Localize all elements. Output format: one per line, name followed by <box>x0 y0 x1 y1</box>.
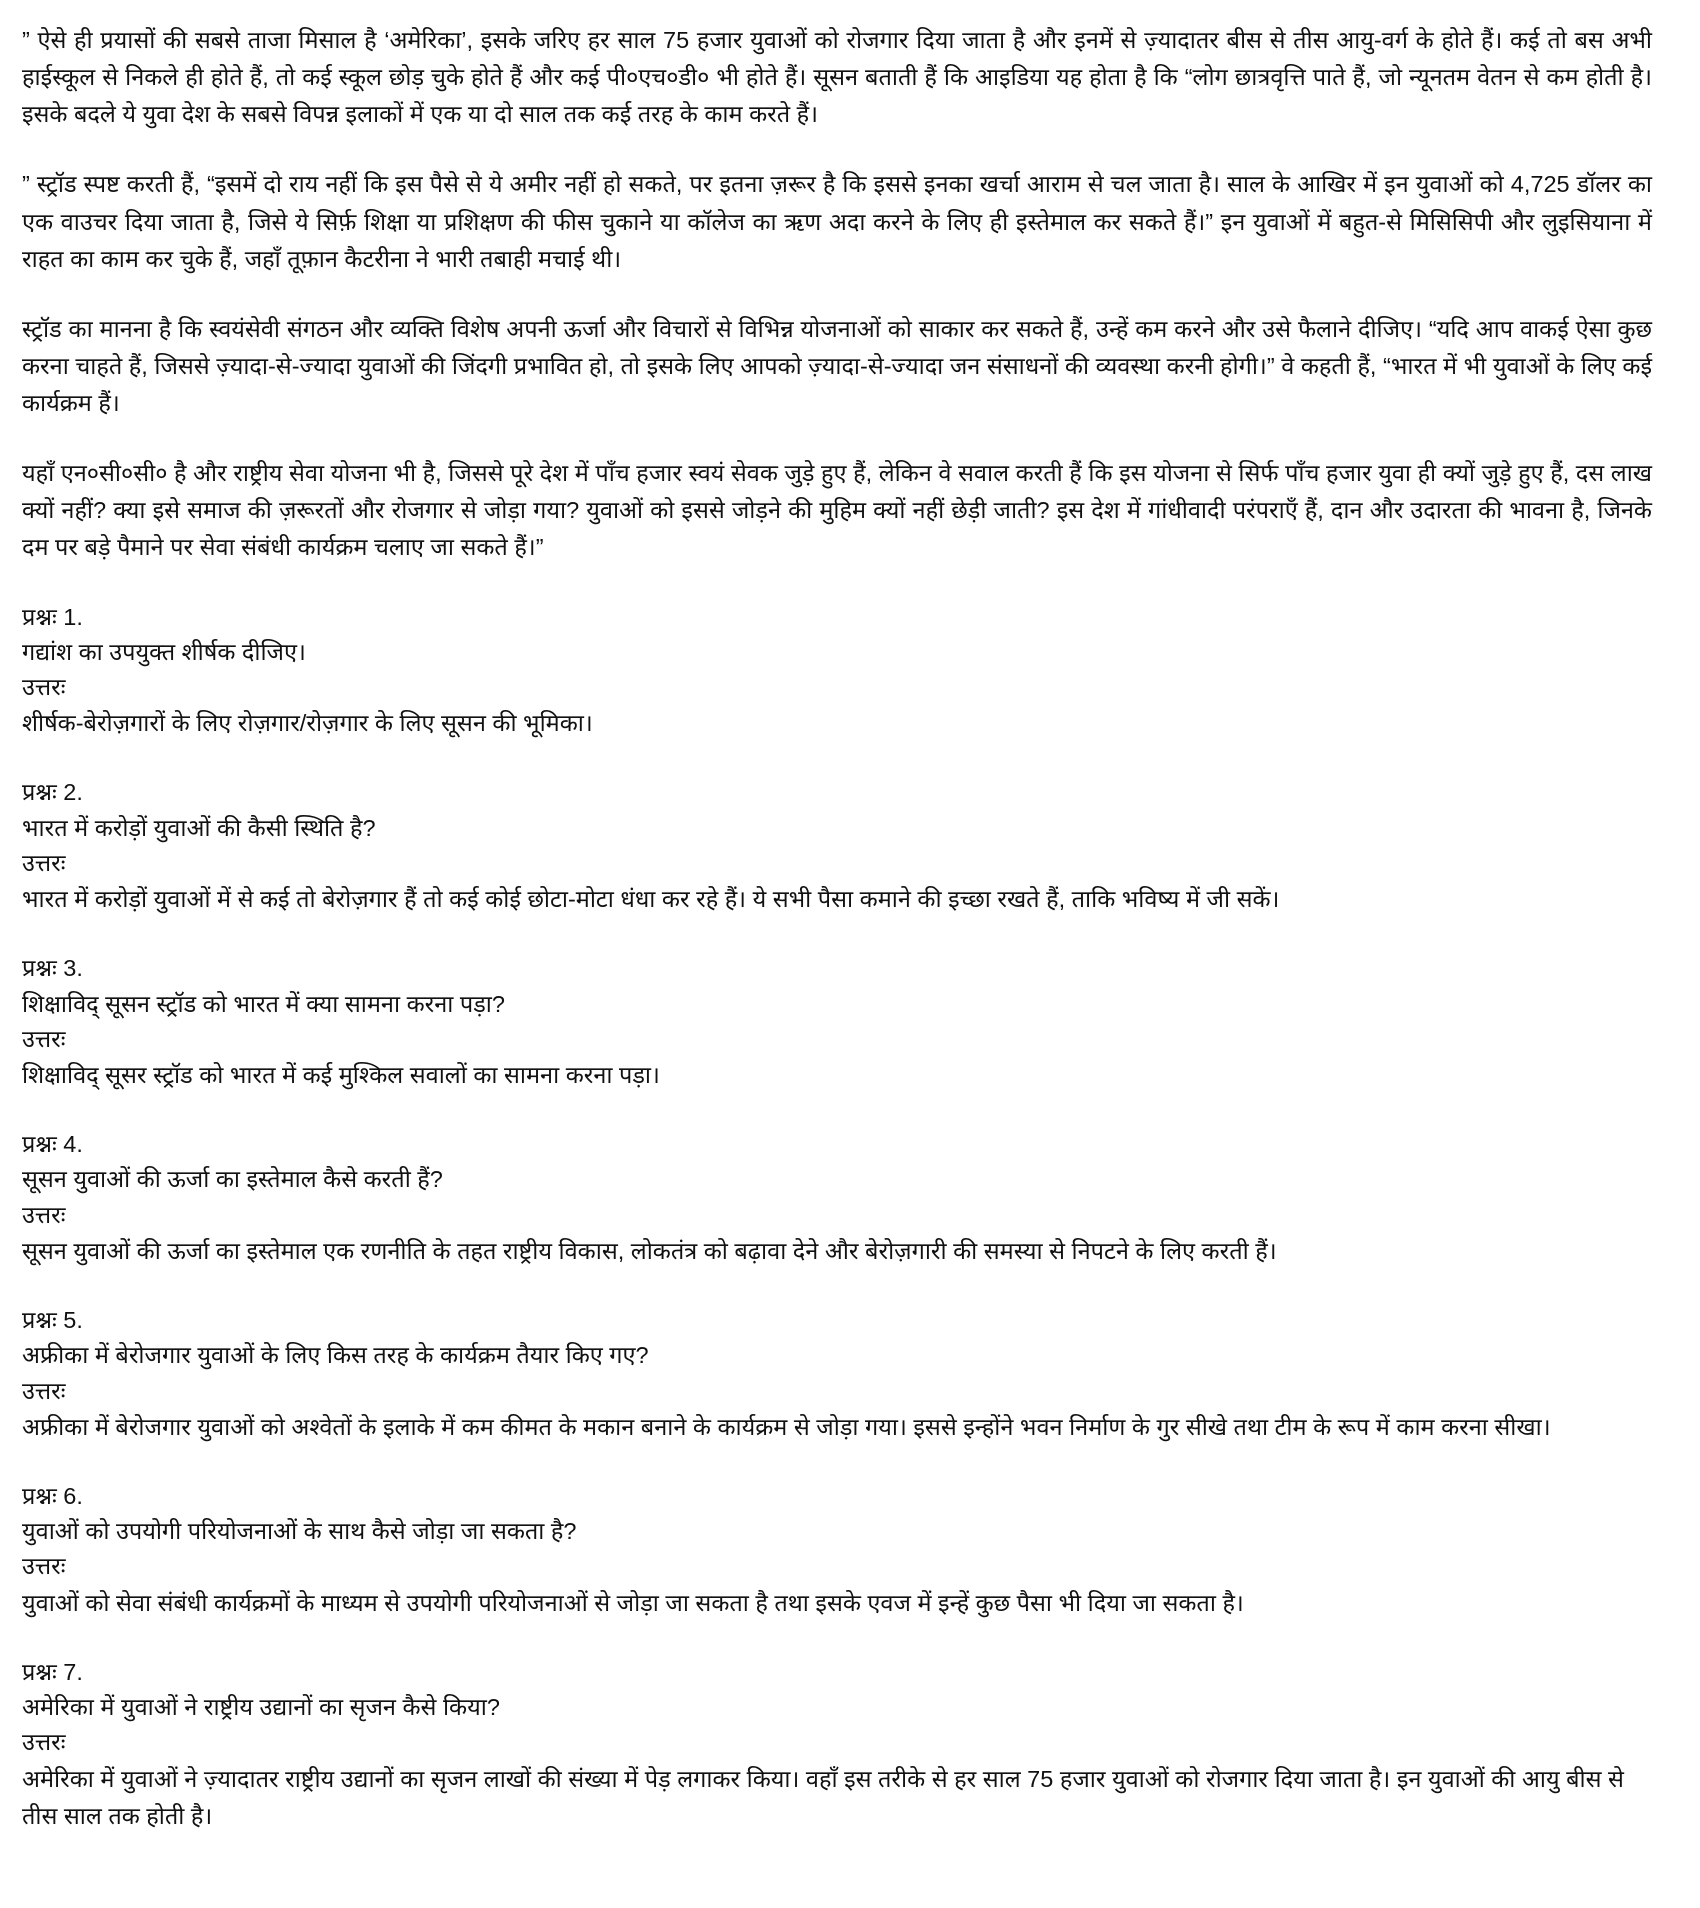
qa-item <box>22 600 1652 743</box>
answer-label: उत्तरः <box>22 849 66 876</box>
question-text: भारत में करोड़ों युवाओं की कैसी स्थिति है? <box>22 814 376 841</box>
answer-text: शीर्षक-बेरोज़गारों के लिए रोज़गार/रोज़गार के लिए सूसन की भूमिका। <box>22 710 593 737</box>
answer-text: युवाओं को सेवा संबंधी कार्यक्रमों के माध्यम से उपयोगी परियोजनाओं से जोड़ा जा सकता है तथा इसके एवज में इन्हें कुछ पैसा भी दिया जा सकता है। <box>22 1589 1244 1616</box>
question-number: प्रश्नः 3. <box>22 955 83 982</box>
qa-item <box>22 1303 1652 1446</box>
answer-label: उत्तरः <box>22 1729 66 1756</box>
question-text: युवाओं को उपयोगी परियोजनाओं के साथ कैसे जोड़ा जा सकता है? <box>22 1518 577 1545</box>
question-text: शिक्षाविद् सूसन स्ट्रॉड को भारत में क्या सामना करना पड़ा? <box>22 990 505 1017</box>
question-number: प्रश्नः 7. <box>22 1658 83 1685</box>
answer-label: उत्तरः <box>22 674 66 700</box>
question-text: गद्यांश का उपयुक्त शीर्षक दीजिए। <box>22 638 306 665</box>
answer-label: उत्तरः <box>22 1025 66 1052</box>
passage-paragraph-4: यहाँ एन०सी०सी० है और राष्ट्रीय सेवा योजना भी है, जिससे पूरे देश में पाँच हजार स्वयं सेवक जुड़े हुए हैं, लेकिन वे सवाल करती हैं कि इस योजना से सिर्फ पाँच हजार युवा ही क्यों जुड़े हुए हैं, दस लाख क्यों नहीं? क्या इसे समाज की ज़रूरतों और रोजगार से जोड़ा गया? युवाओं को इससे जोड़ने की मुहिम क्यों नहीं छेड़ी जाती? इस देश में गांधीवादी परंपराएँ हैं, दान और उदारता की भावना है, जिनके दम पर बड़े पैमाने पर सेवा संबंधी कार्यक्रम चलाए जा सकते हैं।” <box>22 460 1652 561</box>
passage-paragraph-1: ” ऐसे ही प्रयासों की सबसे ताजा मिसाल है ‘अमेरिका’, इसके जरिए हर साल 75 हजार युवाओं को रोजगार दिया जाता है और इनमें से ज़्यादातर बीस से तीस आयु-वर्ग के होते हैं। कई तो बस अभी हाईस्कूल से निकले ही होते हैं, तो कई स्कूल छोड़ चुके होते हैं और कई पी०एच०डी० भी होते हैं। सूसन बताती हैं कि आइडिया यह होता है कि “लोग छात्रवृत्ति पाते हैं, जो न्यूनतम वेतन से कम होती है। इसके बदले ये युवा देश के सबसे विपन्न इलाकों में एक या दो साल तक कई तरह के काम करते हैं। <box>22 27 1652 128</box>
qa-item <box>22 1479 1652 1622</box>
qa-item <box>22 1655 1652 1835</box>
passage-paragraph-2: ” स्ट्रॉड स्पष्ट करती हैं, “इसमें दो राय नहीं कि इस पैसे से ये अमीर नहीं हो सकते, पर इतना ज़रूर है कि इससे इनका खर्चा आराम से चल जाता है। साल के आखिर में इन युवाओं को 4,725 डॉलर का एक वाउचर दिया जाता है, जिसे ये सिर्फ़ शिक्षा या प्रशिक्षण की फीस चुकाने या कॉलेज का ऋण अदा करने के लिए ही इस्तेमाल कर सकते हैं।” इन युवाओं में बहुत-से मिसिसिपी और लुइसियाना में राहत का काम कर चुके हैं, जहाँ तूफ़ान कैटरीना ने भारी तबाही मचाई थी। <box>22 171 1652 272</box>
answer-text: सूसन युवाओं की ऊर्जा का इस्तेमाल एक रणनीति के तहत राष्ट्रीय विकास, लोकतंत्र को बढ़ावा देने और बेरोज़गारी की समस्या से निपटने के लिए करती हैं। <box>22 1237 1277 1264</box>
answer-text: भारत में करोड़ों युवाओं में से कई तो बेरोज़गार हैं तो कई कोई छोटा-मोटा धंधा कर रहे हैं। ये सभी पैसा कमाने की इच्छा रखते हैं, ताकि भविष्य में जी सकें। <box>22 886 1280 913</box>
answer-label: उत्तरः <box>22 1377 66 1404</box>
question-text: अफ्रीका में बेरोजगार युवाओं के लिए किस तरह के कार्यक्रम तैयार किए गए? <box>22 1342 649 1369</box>
question-number: प्रश्नः 5. <box>22 1307 83 1333</box>
question-number: प्रश्नः 1. <box>22 603 83 630</box>
qa-item <box>22 775 1652 918</box>
answer-text: शिक्षाविद् सूसर स्ट्रॉड को भारत में कई मुश्किल सवालों का सामना करना पड़ा। <box>22 1062 660 1088</box>
question-number: प्रश्नः 2. <box>22 779 83 806</box>
answer-text: अफ्रीका में बेरोजगार युवाओं को अश्वेतों के इलाके में कम कीमत के मकान बनाने के कार्यक्रम से जोड़ा गया। इससे इन्होंने भवन निर्माण के गुर सीखे तथा टीम के रूप में काम करना सीखा। <box>22 1413 1551 1440</box>
passage-paragraph-3: स्ट्रॉड का मानना है कि स्वयंसेवी संगठन और व्यक्ति विशेष अपनी ऊर्जा और विचारों से विभिन्न योजनाओं को साकार कर सकते हैं, उन्हें कम करने और उसे फैलाने दीजिए। “यदि आप वाकई ऐसा कुछ करना चाहते हैं, जिससे ज़्यादा-से-ज्यादा युवाओं की जिंदगी प्रभावित हो, तो इसके लिए आपको ज़्यादा-से-ज्यादा जन संसाधनों की व्यवस्था करनी होगी।” वे कहती हैं, “भारत में भी युवाओं के लिए कई कार्यक्रम हैं। <box>22 315 1652 416</box>
answer-label: उत्तरः <box>22 1553 66 1580</box>
qa-item <box>22 951 1652 1094</box>
answer-label: उत्तरः <box>22 1201 66 1228</box>
answer-text: अमेरिका में युवाओं ने ज़्यादातर राष्ट्रीय उद्यानों का सृजन लाखों की संख्या में पेड़ लगाकर किया। वहाँ इस तरीके से हर साल 75 हजार युवाओं को रोजगार दिया जाता है। इन युवाओं की आयु बीस से तीस साल तक होती है। <box>22 1765 1624 1829</box>
qa-item <box>22 1127 1652 1270</box>
question-text: सूसन युवाओं की ऊर्जा का इस्तेमाल कैसे करती हैं? <box>22 1166 443 1193</box>
question-number: प्रश्नः 4. <box>22 1131 83 1158</box>
question-text: अमेरिका में युवाओं ने राष्ट्रीय उद्यानों का सृजन कैसे किया? <box>22 1694 500 1720</box>
question-number: प्रश्नः 6. <box>22 1482 83 1509</box>
